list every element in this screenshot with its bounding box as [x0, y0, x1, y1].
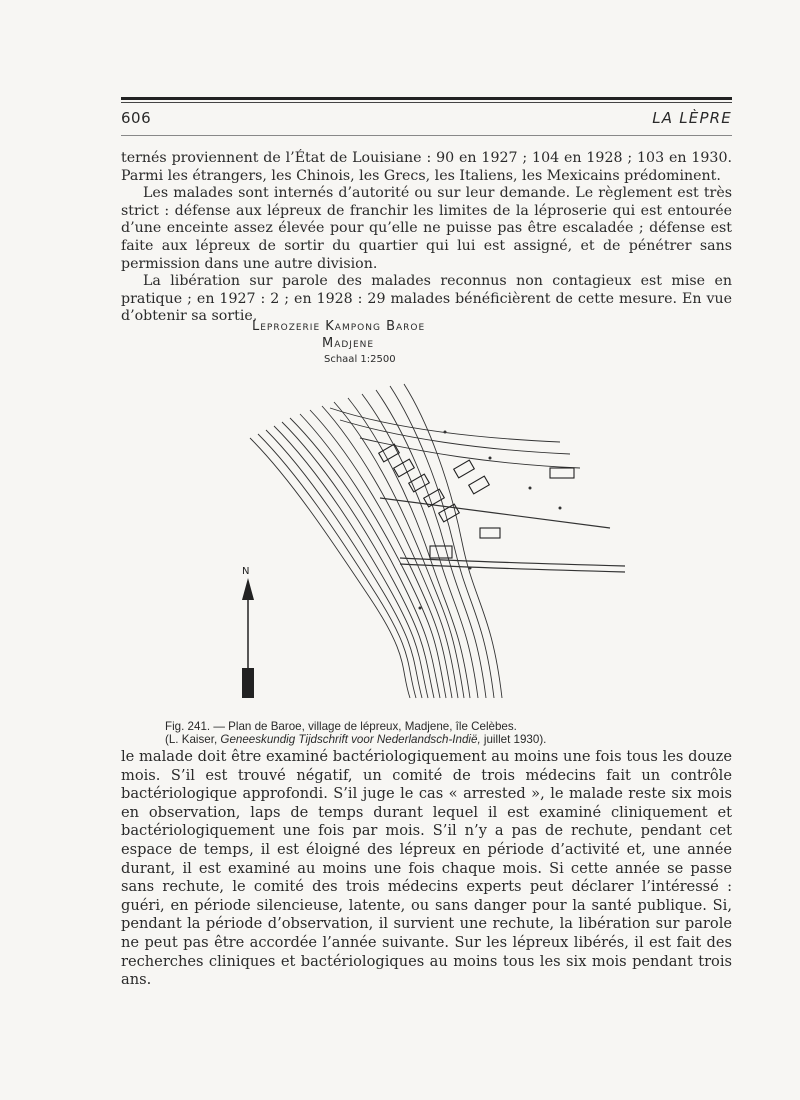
paragraph-observation: le malade doit être examiné bactériologiquement au moins une fois tous les douze mois. S’il est trouvé négatif, un comité de trois médecins fait un contrôle bactériologique approfondi. S’il juge le cas « arrested », le malade reste six mois en observation, laps de temps durant lequel il est examiné cliniquement et bactériologiquement une fois par mois. S’il n’y a pas de rechute, pendant cet espace de temps, il est éloigné des lépreux en période d’activité et, une année durant, il est examiné au moins une fois chaque mois. Si cette année se passe sans rechute, le comité des trois médecins experts peut déclarer l’intéressé : guéri, en période silencieuse, latente, ou sans danger pour la santé publique. Si, pendant la période d’observation, il survient une rechute, la libération sur parole ne peut pas être accordée l’année suivante. Sur les lépreux libérés, il est fait des recherches cliniques et bactériologiques au moins tous les six mois pendant trois ans.: [121, 748, 732, 989]
north-label: N: [242, 566, 250, 577]
figure-caption: [165, 720, 635, 747]
page-header: [121, 109, 732, 131]
header-rule-thin: [121, 102, 732, 103]
map-scale: Schaal 1:2500: [324, 354, 396, 365]
caption-source-prefix: (L. Kaiser,: [165, 733, 221, 747]
paragraph-liberation: La libération sur parole des malades reconnus non contagieux est mise en pratique ; en 1927 : 2 ; en 1928 : 29 malades bénéficièrent de cette mesure. En vue d’obtenir sa sortie,: [121, 273, 732, 325]
header-rule-under: [121, 135, 732, 136]
north-arrow-icon: [242, 578, 254, 698]
paragraph-rules: Les malades sont internés d’autorité ou sur leur demande. Le règlement est très strict : défense aux lépreux de franchir les limites de la léproserie qui est entourée d’une enceinte assez élevée pour qu’elle ne puisse pas être escaladée ; défense est faite aux lépreux de sortir du quartier qui lui est assigné, et de pénétrer sans permission dans une autre division.: [121, 185, 732, 272]
paragraph-intro-line: ternés proviennent de l’État de Louisiane : 90 en 1927 ; 104 en 1928 ; 103 en 1930. Parmi les étrangers, les Chinois, les Grecs, les Italiens, les Mexicains prédominent.: [121, 150, 732, 184]
running-title: LA LÈPRE: [652, 109, 732, 127]
map-title: Leprozerie Kampong Baroe: [252, 319, 426, 334]
paragraph-intro: [121, 150, 732, 326]
caption-title: Fig. 241. — Plan de Baroe, village de lépreux, Madjene, île Celèbes.: [165, 720, 517, 733]
header-rule-thick: [121, 97, 732, 100]
figure-map: [230, 318, 630, 706]
caption-source-suffix: juillet 1930).: [480, 733, 547, 747]
caption-journal: Geneeskundig Tijdschrift voor Nederlandsch-Indië,: [220, 733, 481, 747]
map-subtitle: Madjene: [322, 336, 375, 351]
leprosarium-map-drawing: [230, 368, 630, 706]
page-number: 606: [121, 109, 152, 127]
